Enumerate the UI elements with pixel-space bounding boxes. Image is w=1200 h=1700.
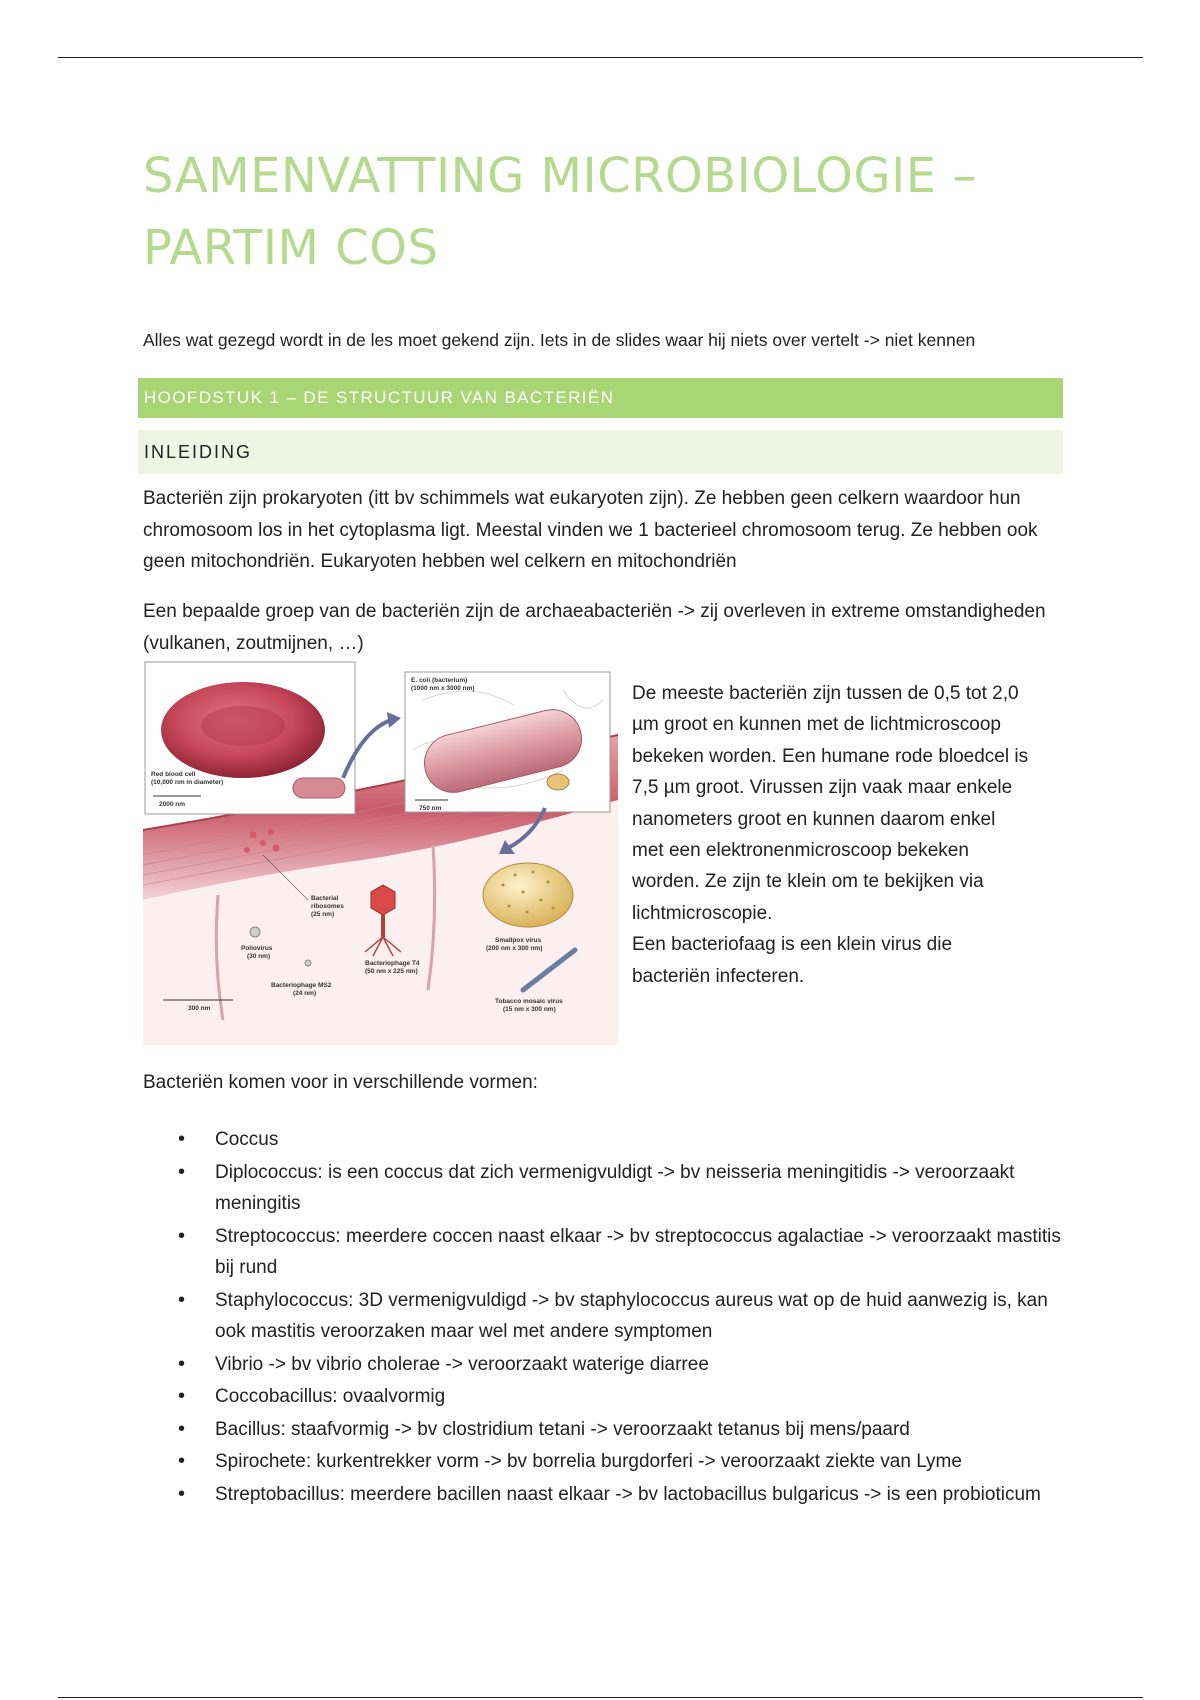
list-item: • Bacillus: staafvormig -> bv clostridium tetani -> veroorzaakt tetanus bij mens/paard bbox=[143, 1414, 1073, 1446]
list-item: • Staphylococcus: 3D vermenigvuldigd -> bv staphylococcus aureus wat op de huid aanwezig is, kan ook mastitis veroorzaken maar wel met andere symptomen bbox=[143, 1285, 1073, 1348]
poliovirus bbox=[250, 927, 260, 937]
size-text-line: 7,5 µm groot. Virussen zijn vaak maar enkele bbox=[632, 777, 1013, 799]
chapter-heading: HOOFDSTUK 1 – DE STRUCTUUR VAN BACTERIËN bbox=[138, 378, 1063, 418]
paragraph-archaea: Een bepaalde groep van de bacteriën zijn de archaeabacteriën -> zij overleven in extreme omstandigheden (vulkanen, zoutmijnen, …) bbox=[143, 601, 1046, 654]
label-smallpox-line2: (200 nm x 300 nm) bbox=[486, 945, 543, 952]
smallpox-virus bbox=[483, 863, 573, 927]
section-heading: INLEIDING bbox=[138, 430, 1063, 474]
label-ms2-line2: (24 nm) bbox=[293, 990, 317, 997]
size-comparison-illustration bbox=[143, 660, 618, 1045]
label-polio-line1: Poliovirus bbox=[241, 945, 273, 952]
size-text-line: µm groot en kunnen met de lichtmicroscoop bbox=[632, 714, 1001, 736]
list-item: • Spirochete: kurkentrekker vorm -> bv borrelia burgdorferi -> veroorzaakt ziekte van Lyme bbox=[143, 1446, 1073, 1478]
label-rbc-line1: Red blood cell bbox=[151, 771, 196, 778]
smallpox-virus-small bbox=[547, 774, 569, 790]
label-ms2-line1: Bacteriophage MS2 bbox=[271, 982, 332, 989]
forms-intro: Bacteriën komen voor in verschillende vormen: bbox=[143, 1072, 538, 1093]
size-text-line: worden. Ze zijn te klein om te bekijken via bbox=[632, 871, 984, 893]
list-item: • Streptococcus: meerdere coccen naast elkaar -> bv streptococcus agalactiae -> veroorzaakt mastitis bij rund bbox=[143, 1221, 1073, 1284]
label-scale-ecoli: 750 nm bbox=[419, 805, 442, 812]
list-item: • Coccus bbox=[143, 1124, 1073, 1156]
label-polio-line2: (30 nm) bbox=[247, 953, 271, 960]
label-t4-line1: Bacteriophage T4 bbox=[365, 960, 420, 967]
title-line-2: PARTIM COS bbox=[143, 220, 439, 276]
label-t4-line2: (50 nm x 225 nm) bbox=[365, 968, 418, 975]
document-title bbox=[143, 140, 1093, 284]
label-tobacco-line2: (15 nm x 300 nm) bbox=[503, 1006, 556, 1013]
bacteria-forms-list bbox=[143, 1124, 1073, 1511]
label-ecoli-line1: E. coli (bacterium) bbox=[411, 677, 468, 684]
list-item: • Vibrio -> bv vibrio cholerae -> veroorzaakt waterige diarree bbox=[143, 1349, 1073, 1381]
title-line-1: SAMENVATTING MICROBIOLOGIE – bbox=[143, 148, 977, 204]
label-tobacco-line1: Tobacco mosaic virus bbox=[495, 998, 563, 1005]
size-text-line: nanometers groot en kunnen daarom enkel bbox=[632, 808, 996, 830]
list-item: • Coccobacillus: ovaalvormig bbox=[143, 1381, 1073, 1413]
bacteriophage-ms2 bbox=[305, 960, 311, 966]
size-text-line: Een bacteriofaag is een klein virus die bbox=[632, 934, 953, 956]
label-scale-rbc: 2000 nm bbox=[159, 801, 186, 808]
size-text-line: bekeken worden. Een humane rode bloedcel is bbox=[632, 745, 1029, 767]
size-comparison-figure bbox=[143, 660, 618, 1045]
size-explanation bbox=[632, 678, 1072, 992]
label-ribosomes-line2: ribosomes bbox=[311, 903, 344, 910]
list-item: • Diplococcus: is een coccus dat zich vermenigvuldigt -> bv neisseria meningitidis -> veroorzaakt meningitis bbox=[143, 1157, 1073, 1220]
label-smallpox-line1: Smallpox virus bbox=[495, 937, 542, 944]
label-scale-bottom: 300 nm bbox=[188, 1005, 211, 1012]
size-text-line: De meeste bacteriën zijn tussen de 0,5 tot 2,0 bbox=[632, 683, 1019, 704]
label-rbc-line2: (10,000 nm in diameter) bbox=[151, 779, 224, 786]
label-ecoli-line2: (1000 nm x 3000 nm) bbox=[411, 685, 475, 692]
size-text-line: met een elektronenmicroscoop bekeken bbox=[632, 840, 969, 862]
size-text-line: bacteriën infecteren. bbox=[632, 965, 805, 987]
list-item: • Streptobacillus: meerdere bacillen naast elkaar -> bv lactobacillus bulgaricus -> is een probioticum bbox=[143, 1479, 1073, 1511]
size-text-line: lichtmicroscopie. bbox=[632, 902, 773, 924]
label-ribosomes-line3: (25 nm) bbox=[311, 911, 335, 918]
label-ribosomes-line1: Bacterial bbox=[311, 895, 339, 902]
intro-note: Alles wat gezegd wordt in de les moet gekend zijn. Iets in de slides waar hij niets over vertelt -> niet kennen bbox=[143, 330, 976, 350]
small-ecoli-in-rbc-panel bbox=[293, 778, 345, 798]
footer-rule bbox=[58, 1697, 1143, 1698]
paragraph-prokaryotes: Bacteriën zijn prokaryoten (itt bv schimmels wat eukaryoten zijn). Ze hebben geen celkern waardoor hun chromosoom los in het cytoplasma ligt. Meestal vinden we 1 bacterieel chromosoom terug. Ze hebben ook geen mitochondriën. Eukaryoten hebben wel celkern en mitochondriën bbox=[143, 488, 1038, 572]
header-rule bbox=[58, 57, 1143, 58]
